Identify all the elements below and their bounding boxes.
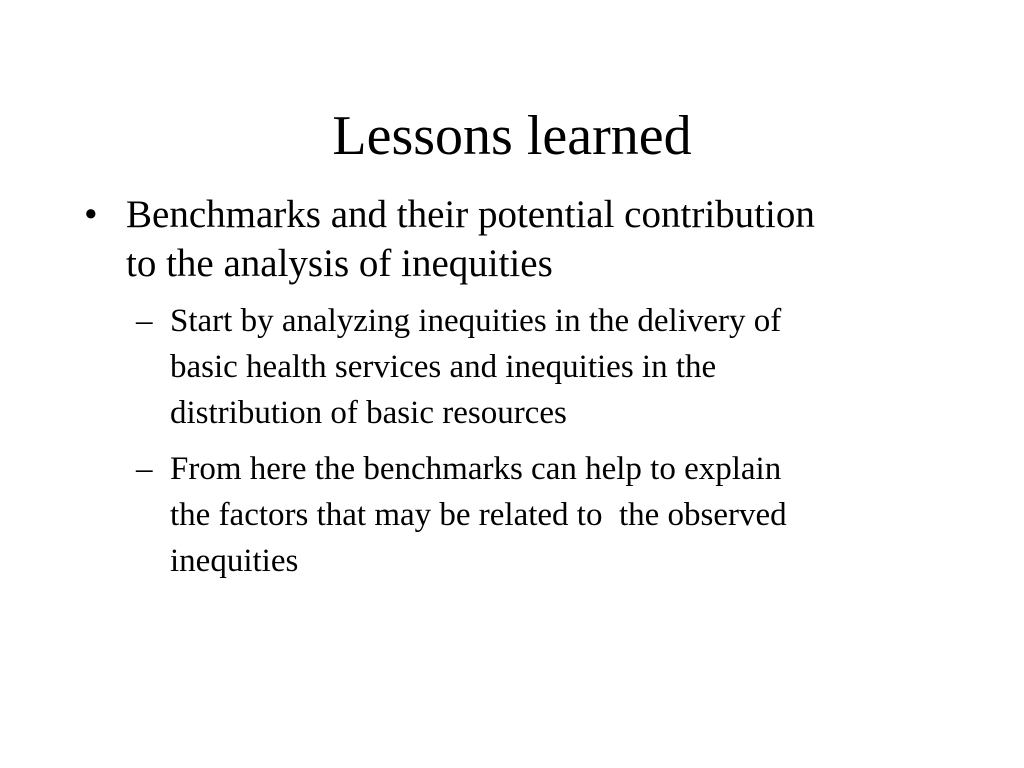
bullet-item xyxy=(84,190,964,288)
sub-bullet-item xyxy=(136,298,964,436)
sub-bullet-item xyxy=(136,446,964,584)
bullet-text-line: Benchmarks and their potential contribution xyxy=(126,193,815,236)
sub-bullet-text-line: From here the benchmarks can help to explain xyxy=(170,451,782,487)
sub-bullet-text-line: basic health services and inequities in the xyxy=(170,349,717,385)
sub-bullet-marker: – xyxy=(136,303,153,339)
sub-bullet-text-line: distribution of basic resources xyxy=(170,395,567,431)
sub-bullet-list xyxy=(84,298,964,584)
bullet-marker: • xyxy=(84,193,98,236)
sub-bullet-marker: – xyxy=(136,451,153,487)
slide-content xyxy=(84,190,964,594)
bullet-text-line: to the analysis of inequities xyxy=(126,242,553,285)
sub-bullet-text-line: inequities xyxy=(170,543,299,579)
slide-title: Lessons learned xyxy=(332,105,692,167)
sub-bullet-text-line: the factors that may be related to the observed xyxy=(170,497,787,533)
sub-bullet-text-line: Start by analyzing inequities in the delivery of xyxy=(170,303,782,339)
